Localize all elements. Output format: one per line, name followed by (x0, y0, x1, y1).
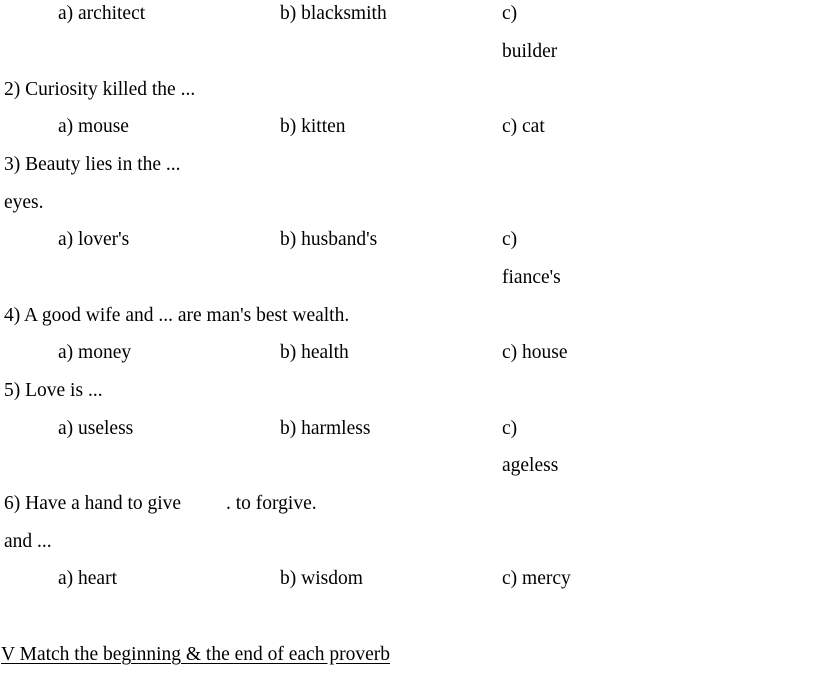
q3-question-cont: eyes. (4, 192, 44, 213)
q1-option-c-label: c) (502, 3, 518, 24)
q1-option-c-text: builder (502, 41, 558, 62)
q4-option-b: b) health (280, 342, 349, 363)
q6-option-a: a) heart (58, 568, 117, 589)
q6-option-c: c) mercy (502, 568, 571, 589)
q2-option-c: c) cat (502, 116, 545, 137)
q3-option-a: a) lover's (58, 229, 130, 250)
section-heading: V Match the beginning & the end of each proverb (1, 644, 390, 665)
q3-option-c-text: fiance's (502, 267, 561, 288)
q5-option-b: b) harmless (280, 418, 371, 439)
q1-option-b: b) blacksmith (280, 3, 387, 24)
q2-option-b: b) kitten (280, 116, 346, 137)
q5-option-c-text: ageless (502, 455, 559, 476)
q4-option-c: c) house (502, 342, 568, 363)
q6-question: 6) Have a hand to give (4, 493, 182, 514)
q6-question-tail: . to forgive. (226, 493, 317, 514)
q3-option-c-label: c) (502, 229, 518, 250)
q6-question-cont: and ... (4, 531, 52, 552)
q1-option-a: a) architect (58, 3, 146, 24)
q4-option-a: a) money (58, 342, 132, 363)
q2-question: 2) Curiosity killed the ... (4, 79, 196, 100)
q5-question: 5) Love is ... (4, 380, 103, 401)
q3-option-b: b) husband's (280, 229, 378, 250)
q6-option-b: b) wisdom (280, 568, 363, 589)
q5-option-a: a) useless (58, 418, 134, 439)
q5-option-c-label: c) (502, 418, 518, 439)
q4-question: 4) A good wife and ... are man's best wealth. (4, 305, 350, 326)
q3-question: 3) Beauty lies in the ... (4, 154, 181, 175)
q2-option-a: a) mouse (58, 116, 129, 137)
